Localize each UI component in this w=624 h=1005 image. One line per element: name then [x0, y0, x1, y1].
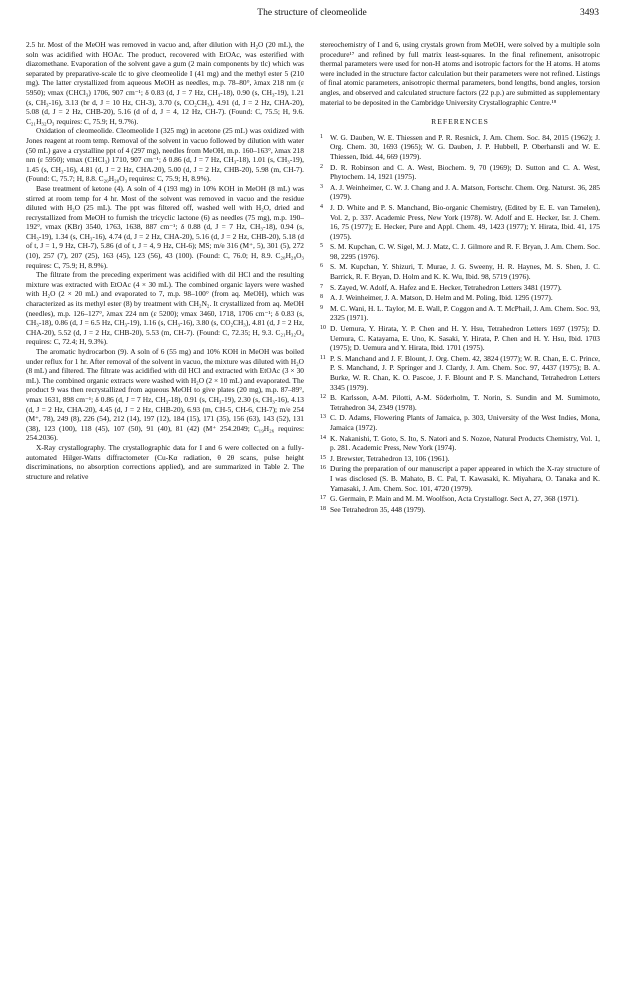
reference-number: 13	[320, 414, 326, 421]
references-heading: REFERENCES	[431, 117, 489, 127]
page-number: 3493	[580, 8, 599, 18]
reference-item	[320, 324, 600, 353]
body-paragraph: The filtrate from the preceding experiment was acidified with dil HCl and the resulting mixture was extracted with EtOAc (4 × 30 mL). The combined organic layers were washed with H₂O (2 × 20 mL) and evaporated to 7, m.p. 98–100° (from aq. MeOH), which was characterized as its methyl ester (8) by treatment with CH₂N₂. It crystallized from aq. MeOH (needles), m.p. 126–127°, λmax 224 nm (ε 5200); νmax 3460, 1718, 1706 cm⁻¹; δ 0.83 (s, CH₃-18), 0.86 (d, J = 6.5 Hz, CH₃-19), 1.16 (s, CH₃-16), 3.80 (s, CO₂CH₃), 4.81 (d, J = 2 Hz, CHA-20), 5.52 (d, J = 2 Hz, CHB-20), 5.53 (m, CH-7). (Found: C, 72.35; H, 9.3. C₂₁H₃₂O₄ requires: C, 72.4; H, 9.3%).	[26, 270, 304, 347]
reference-number: 18	[320, 505, 326, 512]
reference-item	[320, 304, 600, 323]
reference-text: During the preparation of our manuscript a paper appeared in which the X-ray structure of I was disclosed (S. B. Mahato, B. C. Pal, T. Kawasaki, K. Miyahara, O. Tanaka and K. Yamasaki, J. Am. Chem. Soc. 101, 4720 (1979).	[330, 464, 600, 493]
reference-item	[320, 393, 600, 412]
reference-item	[320, 494, 600, 504]
reference-number: 12	[320, 394, 326, 401]
reference-item	[320, 464, 600, 493]
body-paragraph: Oxidation of cleomeolide. Cleomeolide I (325 mg) in acetone (25 mL) was oxidized with Jones reagent at room temp. Removal of the solvent in vacuo followed by dilution with water (50 mL) gave a crystalline ppt of 4 (297 mg), needles from MeOH, m.p. 160–163°, λmax 218 nm (ε 5950); νmax (CHCl₃) 1710, 907 cm⁻¹; δ 0.86 (d, J = 7 Hz, CH₃-18), 1.01 (s, CH₃-19), 1.45 (s, CH₃-16), 4.81 (d, J = 2 Hz, CHA-20), 5.00 (d, J = 2 Hz, CHB-20), 5.98 (m, CH-7). (Found: C, 75.7; H, 8.8. C₂₀H₂₈O₃ requires: C, 75.9; H, 8.9%).	[26, 126, 304, 184]
body-paragraph: 2.5 hr. Most of the MeOH was removed in vacuo and, after dilution with H₂O (20 mL), the soln was acidified with HOAc. The product, recovered with EtOAc, was esterified with diazomethane. Evaporation of the solvent gave a gum (2 main components by tlc) which was separated by preparative-scale tlc to give cleomeolide I (41 mg) and the methyl ester 5 (210 mg). The latter crystallized from aqueous MeOH as needles, m.p. 78–80°, λmax 218 nm (ε 5950); νmax (CHCl₃) 1706, 907 cm⁻¹; δ 0.83 (d, J = 7 Hz, CH₃-18), 0.90 (s, CH₃-19), 1.21 (s, CH₃-16), 3.13 (br d, J = 10 Hz, CH-3), 3.70 (s, CO₂CH₃), 4.91 (d, J = 2 Hz, CHA-20), 5.08 (d, J = 2 Hz, CHB-20), 5.16 (d of d, J = 4, 12 Hz, CH-7). (Found: C, 75.5; H, 9.6. C₂₁H₃₂O₃ requires: C, 75.9; H, 9.7%).	[26, 40, 304, 126]
reference-item	[320, 293, 600, 303]
running-header	[25, 8, 599, 24]
reference-text: A. J. Weinheimer, C. W. J. Chang and J. A. Matson, Fortschr. Chem. Org. Naturst. 36, 285 (1979).	[330, 182, 600, 202]
reference-item	[320, 505, 600, 515]
reference-number: 8	[320, 294, 323, 301]
reference-item	[320, 133, 600, 162]
reference-number: 14	[320, 434, 326, 441]
reference-item	[320, 262, 600, 281]
body-paragraph: X-Ray crystallography. The crystallographic data for I and 6 were collected on a fully-automated Hilger-Watts diffractometer (Cu-Kα radiation, θ 2θ scans, pulse height discriminations, no absorption corrections applied), and are summarized in Table 2. The structure and relative	[26, 442, 304, 481]
reference-item	[320, 413, 600, 432]
reference-number: 1	[320, 133, 323, 140]
reference-number: 2	[320, 163, 323, 170]
reference-text: S. M. Kupchan, C. W. Sigel, M. J. Matz, C. J. Gilmore and R. F. Bryan, J. Am. Chem. Soc. 98, 2295 (1976).	[330, 242, 600, 261]
reference-item	[320, 242, 600, 261]
references-list	[320, 133, 600, 515]
reference-number: 11	[320, 354, 326, 361]
reference-text: S. Zayed, W. Adolf, A. Hafez and E. Hecker, Tetrahedron Letters 3481 (1977).	[330, 282, 562, 292]
running-title: The structure of cleomeolide	[257, 8, 367, 18]
reference-text: See Tetrahedron 35, 448 (1979).	[330, 504, 426, 514]
reference-text: K. Nakanishi, T. Goto, S. Ito, S. Natori and S. Nozoe, Natural Products Chemistry, Vol. 1, p. 281. Academic Press, New York (1974).	[330, 433, 600, 453]
crystallography-paragraph-continued: stereochemistry of I and 6, using crystals grown from MeOH, were solved by a multiple soln procedure¹⁷ and refined by full matrix least-squares. In the final refinement, anisotropic thermal parameters were used for non-H atoms and isotropic factors for the H atoms. H atoms were included in the structure factor calculation but their parameters were not refined. Listings of final atomic parameters, anisotropic thermal parameters, bond lengths, bond angles, torsion angles, and observed and calculated structure factors (22 p.p.) are submitted as supplementary material to be deposited in the Cambridge University Crystallographic Centre.¹⁸	[320, 40, 600, 107]
reference-item	[320, 434, 600, 453]
reference-item	[320, 163, 600, 182]
reference-text: W. G. Dauben, W. E. Thiessen and P. R. Resnick, J. Am. Chem. Soc. 84, 2015 (1962); J. Org. Chem. 30, 1693 (1965); W. G. Dauben, J. P. Hubbell, P. Oberhansli and W. E. Thiessen, Ibid. 44, 669 (1979).	[330, 132, 600, 161]
reference-item	[320, 354, 600, 392]
reference-number: 4	[320, 203, 323, 210]
reference-number: 7	[320, 283, 323, 290]
reference-number: 3	[320, 183, 323, 190]
reference-text: G. Germain, P. Main and M. M. Woolfson, Acta Crystallogr. Sect A, 27, 368 (1971).	[330, 494, 579, 504]
reference-number: 16	[320, 465, 326, 472]
reference-text: B. Karlsson, A-M. Pilotti, A-M. Söderholm, T. Norin, S. Sundin and M. Sumimoto, Tetrahedron 34, 2349 (1978).	[330, 393, 600, 412]
reference-text: P. S. Manchand and J. F. Blount, J. Org. Chem. 42, 3824 (1977); W. R. Chan, E. C. Prince, P. S. Manchand, J. P. Springer and J. Clardy, J. Am. Chem. Soc. 97, 4437 (1975); B. A. Burke, W. R. Chan, K. O. Pascoe, J. F. Blount and P. S. Manchand, Tetrahedron Letters 3345 (1979).	[330, 353, 600, 392]
reference-item	[320, 283, 600, 293]
reference-number: 6	[320, 263, 323, 270]
reference-text: J. Brewster, Tetrahedron 13, 106 (1961).	[330, 453, 450, 463]
reference-number: 5	[320, 243, 323, 250]
reference-text: S. M. Kupchan, Y. Shizuri, T. Murae, J. G. Sweeny, H. R. Haynes, M. S. Shen, J. C. Barrick, R. F. Bryan, D. Holm and K. K. Wu, Ibid. 98, 5719 (1976).	[330, 262, 600, 282]
reference-number: 10	[320, 325, 326, 332]
right-column	[320, 40, 600, 515]
reference-text: D. R. Robinson and C. A. West, Biochem. 9, 70 (1969); D. Sutton and C. A. West, Phytochem. 14, 1921 (1975).	[330, 162, 600, 182]
reference-number: 17	[320, 495, 326, 502]
reference-number: 9	[320, 304, 323, 311]
reference-text: J. D. White and P. S. Manchand, Bio-organic Chemistry, (Edited by E. E. van Tamelen), Vol. 2, p. 337. Academic Press, New York (1978). W. Adolf and E. Hecker, Isr. J. Chem. 16, 75 (1977); E. Hecker, Pure and Appl. Chem. 49, 1423 (1977); Y. Hirata, Ibid. 41, 175 (1975).	[330, 202, 600, 241]
left-column	[26, 40, 304, 481]
reference-item	[320, 183, 600, 202]
reference-item	[320, 454, 600, 464]
reference-text: D. Uemura, Y. Hirata, Y. P. Chen and H. Y. Hsu, Tetrahedron Letters 1697 (1975); D. Uemura, C. Katayama, E. Uno, K. Sasaki, Y. Hirata, P. Chen and H. Y. Hsu, Ibid. 1703 (1975); D. Uemura and Y. Hirata, Ibid. 1701 (1975).	[330, 324, 600, 353]
reference-text: A. J. Weinheimer, J. A. Matson, D. Helm and M. Poling, Ibid. 1295 (1977).	[330, 293, 553, 303]
reference-text: C. D. Adams, Flowering Plants of Jamaica, p. 303, University of the West Indies, Mona, Jamaica (1972).	[330, 413, 600, 432]
reference-text: M. C. Wani, H. L. Taylor, M. E. Wall, P. Coggon and A. T. McPhail, J. Am. Chem. Soc. 93, 2325 (1971).	[330, 303, 600, 323]
reference-number: 15	[320, 454, 326, 461]
body-paragraph: The aromatic hydrocarbon (9). A soln of 6 (55 mg) and 10% KOH in MeOH was boiled under reflux for 1 hr. After removal of the solvent in vacuo, the mixture was diluted with H₂O (8 mL) and filtered. The filtrate was acidified with dil HCl and extracted with EtOAc (3 × 30 mL). The combined organic extracts were washed with H₂O (2 × 10 mL) and evaporated. The product 9 was then recrystallized from aqueous MeOH to give plates (20 mg), m.p. 87–89°, νmax 1631, 898 cm⁻¹; δ 0.86 (d, J = 7 Hz, CH₃-18), 0.91 (s, CH₃-19), 2.30 (s, CH₃-16), 4.13 (d, J = 2 Hz, CHA-20), 4.45 (d, J = 2 Hz, CHB-20), 6.93 (m, CH-5, CH-6, CH-7); m/e 254 (M⁺, 78), 249 (8), 226 (54), 212 (14), 197 (12), 184 (15), 171 (35), 156 (63), 143 (52), 131 (38), 123 (100), 118 (45), 107 (50), 91 (40), 81 (42) (M⁺ 254.2049; C₁₉H₂₆ requires: 254.2036).	[26, 347, 304, 443]
body-paragraph: Base treatment of ketone (4). A soln of 4 (193 mg) in 10% KOH in MeOH (8 mL) was stirred at room temp for 4 hr. Most of the solvent was removed in vacuo and the residue diluted with H₂O (25 mL). The ppt was filtered off, washed well with H₂O, dried and recrystallized from MeOH to furnish the tricyclic lactone (6) as needles (75 mg), m.p. 190–192°, νmax (KBr) 3540, 1763, 1638, 887 cm⁻¹; δ 0.88 (d, J = 7 Hz, CH₃-18), 0.94 (s, CH₃-19), 1.34 (s, CH₃-16), 4.74 (d, J = 2 Hz, CHA-20), 5.16 (d, J = 2 Hz, CHB-20), 5.18 (d of t, J = 1, 9 Hz, CH-7), 5.86 (d of t, J = 4, 9 Hz, CH-6); MS; m/e 316 (M⁺, 5), 301 (5), 272 (10), 257 (7), 207 (25), 163 (45), 123 (56), 43 (100). (Found: C, 76.0; H, 8.9. C₂₀H₂₈O₃ requires: C, 75.9; H, 8.9%).	[26, 183, 304, 270]
reference-item	[320, 203, 600, 241]
